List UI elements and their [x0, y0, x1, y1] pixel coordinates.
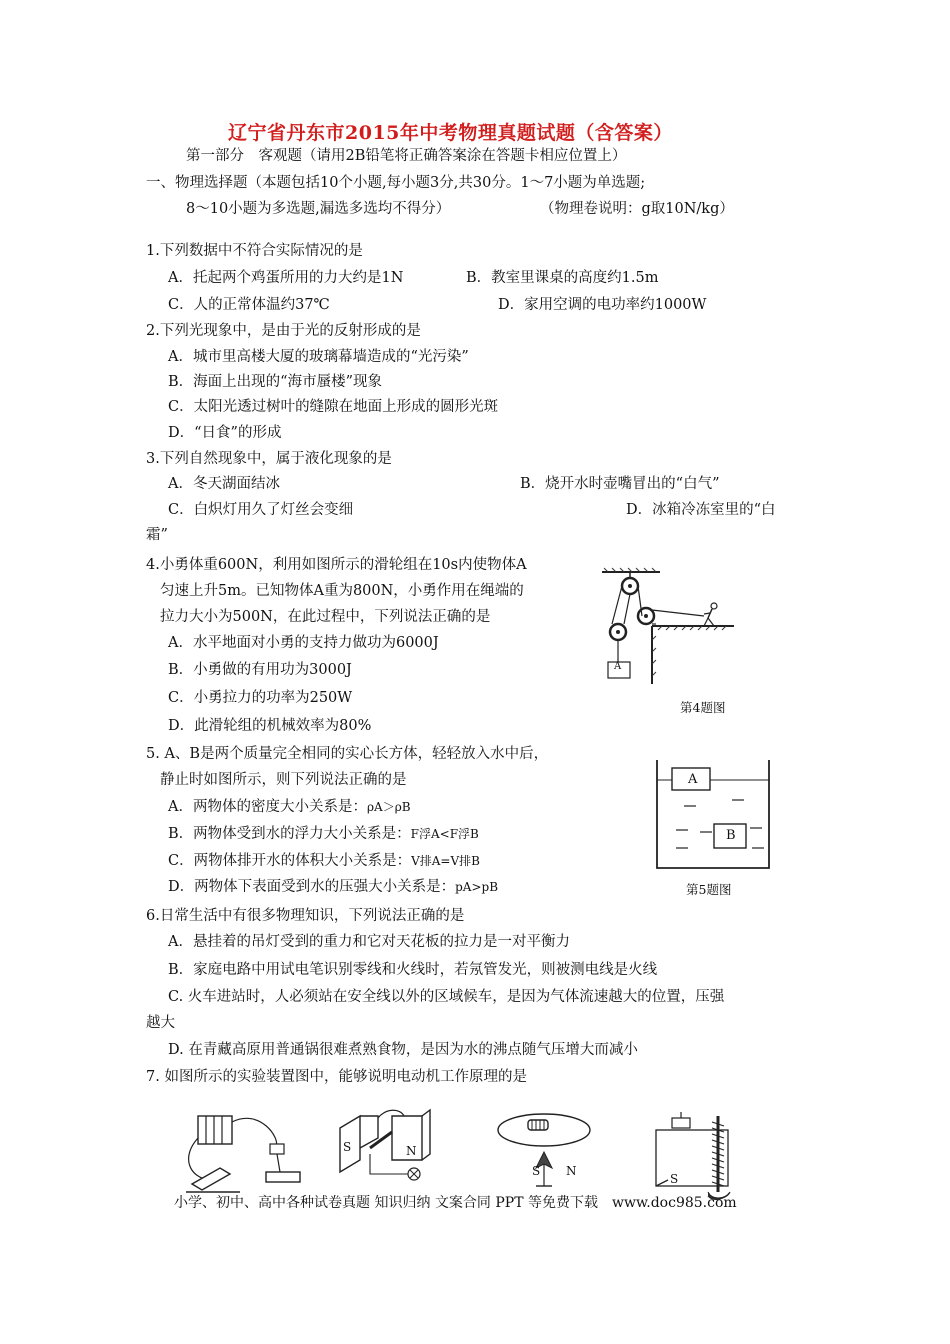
q5-option-d-text: D．两物体下表面受到水的压强大小关系是：	[168, 879, 456, 895]
q4-option-d: D．此滑轮组的机械效率为80%	[168, 718, 372, 734]
part-heading: 第一部分 客观题（请用2B铅笔将正确答案涂在答题卡相应位置上）	[186, 148, 627, 164]
q5-option-d-expr: pA>pB	[455, 880, 499, 894]
q3-option-d-cont: 霜”	[146, 527, 168, 543]
q5-stem-1: 5. A、B是两个质量完全相同的实心长方体，轻轻放入水中后，	[146, 746, 549, 762]
page-title: 辽宁省丹东市2015年中考物理真题试题（含答案）	[228, 122, 673, 144]
q3-option-d: D．冰箱冷冻室里的“白	[626, 502, 776, 518]
q5-water-tank-figure	[656, 760, 772, 870]
q5-stem-2: 静止时如图所示，则下列说法正确的是	[160, 772, 407, 788]
q7-fig-b-n-label: N	[406, 1144, 417, 1158]
section-heading: 一、物理选择题（本题包括10个小题,每小题3分,共30分。1～7小题为单选题;	[146, 175, 646, 191]
q7-figure-a-generator	[180, 1108, 310, 1198]
q7-fig-d-s-label: S	[670, 1172, 679, 1186]
section-rule: 8～10小题为多选题,漏选多选均不得分）	[186, 201, 451, 217]
q4-stem-1: 4.小勇体重600N，利用如图所示的滑轮组在10s内使物体A	[146, 557, 527, 573]
q3-option-a: A．冬天湖面结冰	[168, 476, 280, 492]
q2-stem: 2.下列光现象中，是由于光的反射形成的是	[146, 323, 421, 339]
q5-option-c	[168, 851, 480, 871]
q4-object-label: A	[614, 661, 622, 672]
q4-option-b: B．小勇做的有用功为3000J	[168, 662, 352, 678]
q3-option-c: C．白炽灯用久了灯丝会变细	[168, 502, 354, 518]
q1-option-c: C．人的正常体温约37℃	[168, 297, 330, 313]
section-note: （物理卷说明：g取10N/kg）	[540, 201, 734, 217]
q4-stem-3: 拉力大小为500N，在此过程中，下列说法正确的是	[160, 609, 491, 625]
q4-option-c: C．小勇拉力的功率为250W	[168, 690, 353, 706]
q2-option-c: C．太阳光透过树叶的缝隙在地面上形成的圆形光斑	[168, 399, 499, 415]
q7-stem: 7. 如图所示的实验装置图中，能够说明电动机工作原理的是	[146, 1069, 527, 1085]
q5-option-c-expr: V排A=V排B	[411, 854, 480, 868]
q6-option-a: A．悬挂着的吊灯受到的重力和它对天花板的拉力是一对平衡力	[168, 934, 570, 950]
q7-fig-b-s-label: S	[343, 1140, 352, 1154]
q5-option-a-expr: ρA＞ρB	[366, 800, 411, 814]
q2-option-b: B．海面上出现的“海市蜃楼”现象	[168, 374, 382, 390]
q6-option-d: D. 在青藏高原用普通锅很难煮熟食物，是因为水的沸点随气压增大而减小	[168, 1042, 638, 1058]
q2-option-a: A．城市里高楼大厦的玻璃幕墙造成的“光污染”	[168, 349, 469, 365]
q4-option-a: A．水平地面对小勇的支持力做功为6000J	[168, 635, 439, 651]
q5-option-b-text: B．两物体受到水的浮力大小关系是：	[168, 826, 411, 842]
q5-option-c-text: C．两物体排开水的体积大小关系是：	[168, 853, 412, 869]
q4-figure-caption: 第4题图	[680, 700, 726, 715]
q2-option-d: D．“日食”的形成	[168, 425, 282, 441]
q5-figure-caption: 第5题图	[686, 882, 732, 897]
q5-option-b-expr: F浮A<F浮B	[410, 827, 479, 841]
q7-fig-c-s-label: S	[532, 1164, 541, 1178]
page-footer: 小学、初中、高中各种试卷真题 知识归纳 文案合同 PPT 等免费下载 www.doc985.com	[174, 1195, 737, 1211]
q5-block-b-label: B	[726, 828, 736, 843]
q7-figure-c-compass	[490, 1112, 600, 1192]
q4-stem-2: 匀速上升5m。已知物体A重为800N，小勇作用在绳端的	[160, 583, 524, 599]
q5-option-a	[168, 797, 411, 817]
q3-stem: 3.下列自然现象中，属于液化现象的是	[146, 451, 392, 467]
q3-option-b: B．烧开水时壶嘴冒出的“白气”	[520, 476, 720, 492]
q7-figure-d-electromagnet	[648, 1108, 758, 1203]
q6-option-b: B．家庭电路中用试电笔识别零线和火线时，若氖管发光，则被测电线是火线	[168, 962, 658, 978]
q1-option-d: D．家用空调的电功率约1000W	[498, 297, 707, 313]
q1-stem: 1.下列数据中不符合实际情况的是	[146, 243, 363, 259]
q1-option-b: B．教室里课桌的高度约1.5m	[466, 270, 659, 286]
q5-option-a-text: A．两物体的密度大小关系是：	[168, 799, 367, 815]
q7-fig-c-n-label: N	[566, 1164, 577, 1178]
q5-option-b	[168, 824, 479, 844]
q6-option-c-cont: 越大	[146, 1015, 175, 1031]
q5-block-a-label: A	[688, 772, 698, 787]
q6-stem: 6.日常生活中有很多物理知识，下列说法正确的是	[146, 908, 465, 924]
q1-option-a: A．托起两个鸡蛋所用的力大约是1N	[168, 270, 404, 286]
q6-option-c: C. 火车进站时，人必须站在安全线以外的区域候车，是因为气体流速越大的位置，压强	[168, 989, 725, 1005]
q5-option-d	[168, 877, 498, 897]
